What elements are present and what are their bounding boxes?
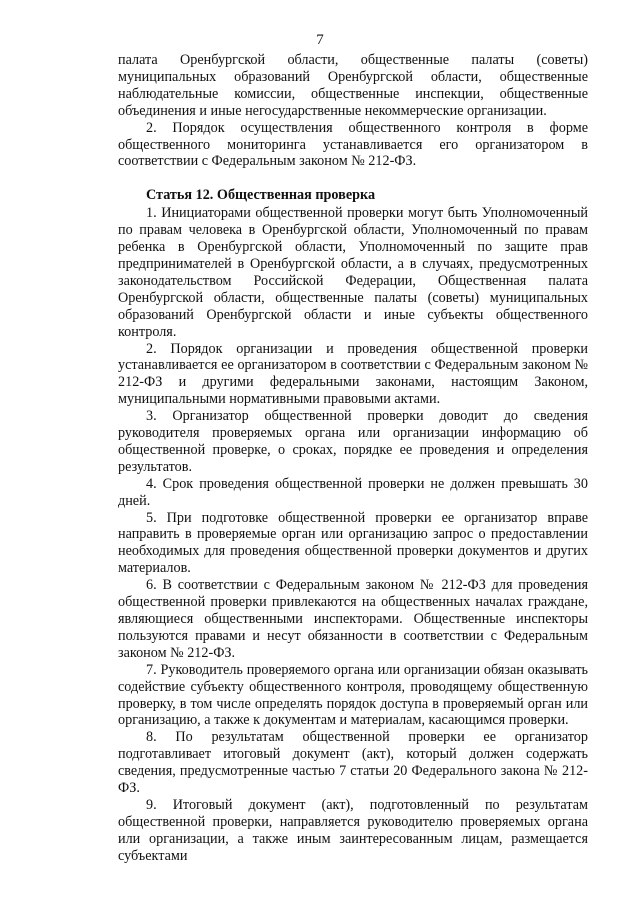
article-paragraph-3: 3. Организатор общественной проверки доводит до сведения руководителя проверяемых органа или организации информацию об общественной проверке, о сроках, порядке ее проведения и определения результатов.: [118, 408, 588, 475]
article-paragraph-6: 6. В соответствии с Федеральным законом № 212-ФЗ для проведения общественной проверки привлекаются на общественных началах граждане, являющиеся общественными инспекторами. Общественные инспекторы пользуются правами и несут обязанности в соответствии с Федеральным законом № 212-ФЗ.: [118, 577, 588, 661]
article-paragraph-9: 9. Итоговый документ (акт), подготовленный по результатам общественной проверки, направляется руководителю проверяемых органа или организации, а также иным заинтересованным лицам, размещается субъектами: [118, 796, 588, 864]
article-paragraph-7: 7. Руководитель проверяемого органа или организации обязан оказывать содействие субъекту общественного контроля, проводящему общественную проверку, в том числе определять порядок доступа в проверяемый орган или организацию, а также к документам и материалам, касающимся проверки.: [118, 661, 588, 729]
article-paragraph-8: 8. По результатам общественной проверки ее организатор подготавливает итоговый документ (акт), который должен содержать сведения, предусмотренные частью 7 статьи 20 Федерального закона № 212-ФЗ.: [118, 729, 588, 797]
article-paragraph-4: 4. Срок проведения общественной проверки не должен превышать 30 дней.: [118, 475, 588, 509]
paragraph-continuation: палата Оренбургской области, общественные палаты (советы) муниципальных образований Оренбургской области, общественные наблюдательные комиссии, общественные инспекции, общественные объединения и иные негосударственные некоммерческие организации.: [118, 52, 588, 119]
page-number: 7: [316, 32, 324, 48]
article-paragraph-2: 2. Порядок организации и проведения общественной проверки устанавливается ее организатором в соответствии с Федеральным законом № 212-ФЗ и другими федеральными законами, настоящим Законом, муниципальными нормативными правовыми актами.: [118, 340, 588, 408]
paragraph: 2. Порядок осуществления общественного контроля в форме общественного мониторинга устанавливается его организатором в соответствии с Федеральным законом № 212-ФЗ.: [118, 119, 588, 170]
article-paragraph-1: 1. Инициаторами общественной проверки могут быть Уполномоченный по правам человека в Оренбургской области, Уполномоченный по правам ребенка в Оренбургской области, Уполномоченный по защите прав предпринимателей в Оренбургской области, а в случаях, предусмотренных законодательством Российской Федерации, Общественная палата Оренбургской области, общественные палаты (советы) муниципальных образований Оренбургской области и иные субъекты общественного контроля.: [118, 205, 588, 340]
text-column: [118, 52, 588, 865]
article-heading: Статья 12. Общественная проверка: [146, 187, 376, 204]
article-paragraph-5: 5. При подготовке общественной проверки ее организатор вправе направить в проверяемые орган или организацию запрос о предоставлении необходимых для проведения общественной проверки документов и других материалов.: [118, 509, 588, 577]
